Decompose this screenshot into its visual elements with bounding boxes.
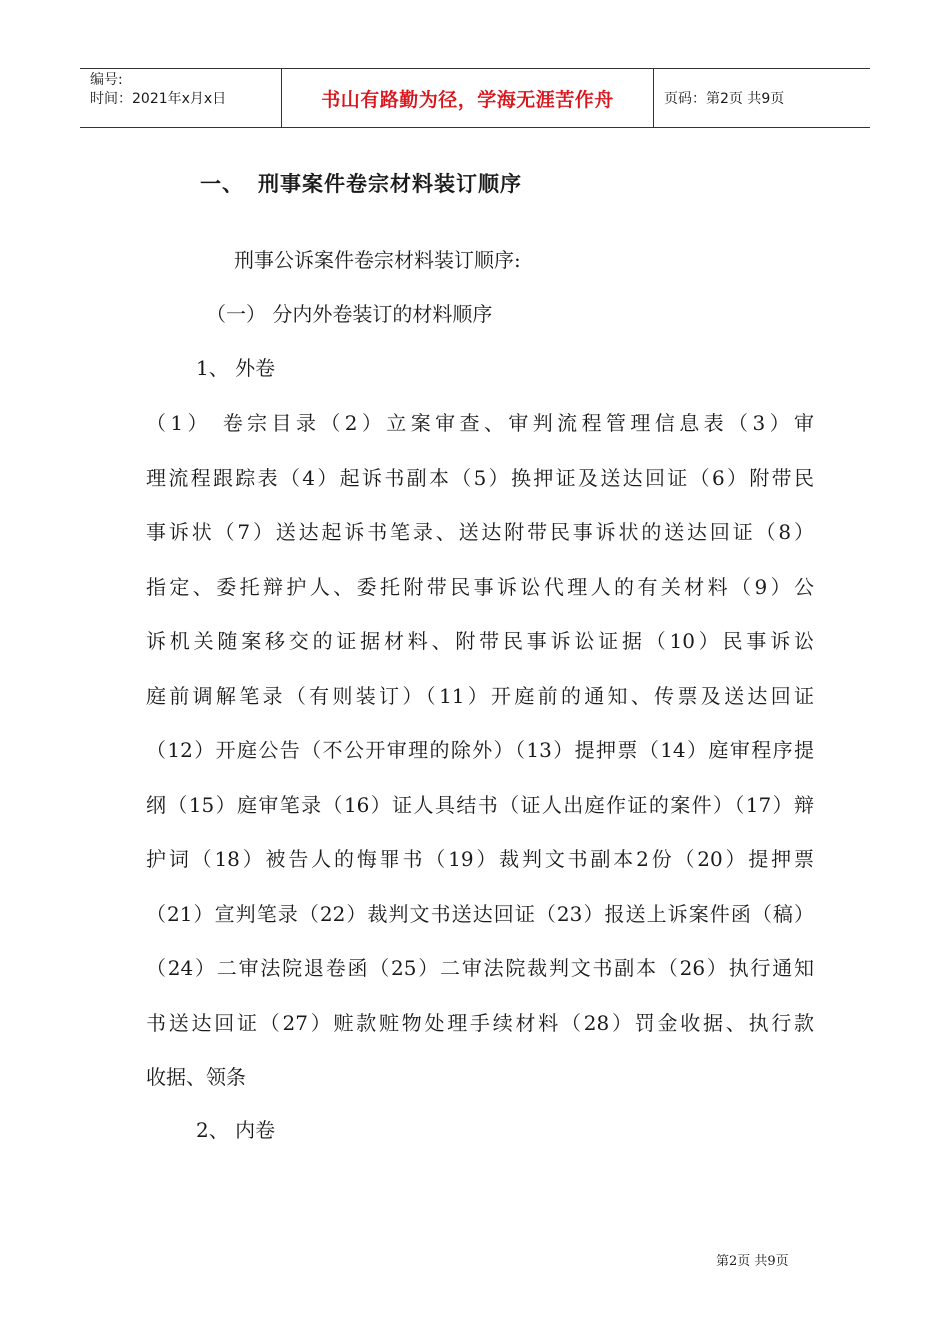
intro-paragraph: 刑事公诉案件卷宗材料装订顺序: (234, 248, 521, 272)
body-line: 理流程跟踪表（4）起诉书副本（5）换押证及送达回证（6）附带民 (146, 465, 814, 490)
body-line: 诉机关随案移交的证据材料、附带民事诉讼证据（10）民事诉讼 (146, 629, 814, 653)
page-header (80, 68, 870, 128)
body-line: 庭前调解笔录（有则装订）（11）开庭前的通知、传票及送达回证 (146, 683, 814, 708)
header-page-number: 页码：第2页 共9页 (664, 91, 785, 107)
item-inner-volume: 2、 内卷 (196, 1118, 276, 1142)
header-meta (80, 69, 282, 127)
page-footer: 第2页 共9页 (716, 1254, 789, 1269)
section-number: 一、 (200, 172, 244, 196)
body-line: 收据、领条 (146, 1065, 246, 1089)
outer-volume-list (146, 396, 814, 1105)
body-line: （12）开庭公告（不公开审理的除外）（13）提押票（14）庭审程序提 (146, 738, 814, 762)
body-line: （1） 卷宗目录（2）立案审查、审判流程管理信息表（3）审 (146, 411, 814, 435)
body-line: 护词（18）被告人的悔罪书（19）裁判文书副本2份（20）提押票 (146, 847, 814, 871)
body-line: 事诉状（7）送达起诉书笔录、送达附带民事诉状的送达回证（8） (146, 520, 814, 544)
body-line: （24）二审法院退卷函（25）二审法院裁判文书副本（26）执行通知 (146, 956, 814, 980)
body-line: 指定、委托辩护人、委托附带民事诉讼代理人的有关材料（9）公 (146, 574, 814, 599)
body-line: 书送达回证（27）赃款赃物处理手续材料（28）罚金收据、执行款 (146, 1010, 814, 1035)
subsection-heading: （一） 分内外卷装订的材料顺序 (206, 302, 493, 326)
section-title: 刑事案件卷宗材料装订顺序 (258, 172, 522, 196)
header-motto: 书山有路勤为径，学海无涯苦作舟 (282, 69, 654, 127)
serial-number-label: 编号: (90, 72, 123, 88)
body-line: 纲（15）庭审笔录（16）证人具结书（证人出庭作证的案件）（17）辩 (146, 792, 814, 817)
section-heading (200, 168, 522, 198)
body-line: （21）宣判笔录（22）裁判文书送达回证（23）报送上诉案件函（稿） (146, 901, 814, 926)
date-label: 时间：2021年x月x日 (90, 91, 227, 107)
item-outer-volume: 1、 外卷 (196, 356, 276, 380)
